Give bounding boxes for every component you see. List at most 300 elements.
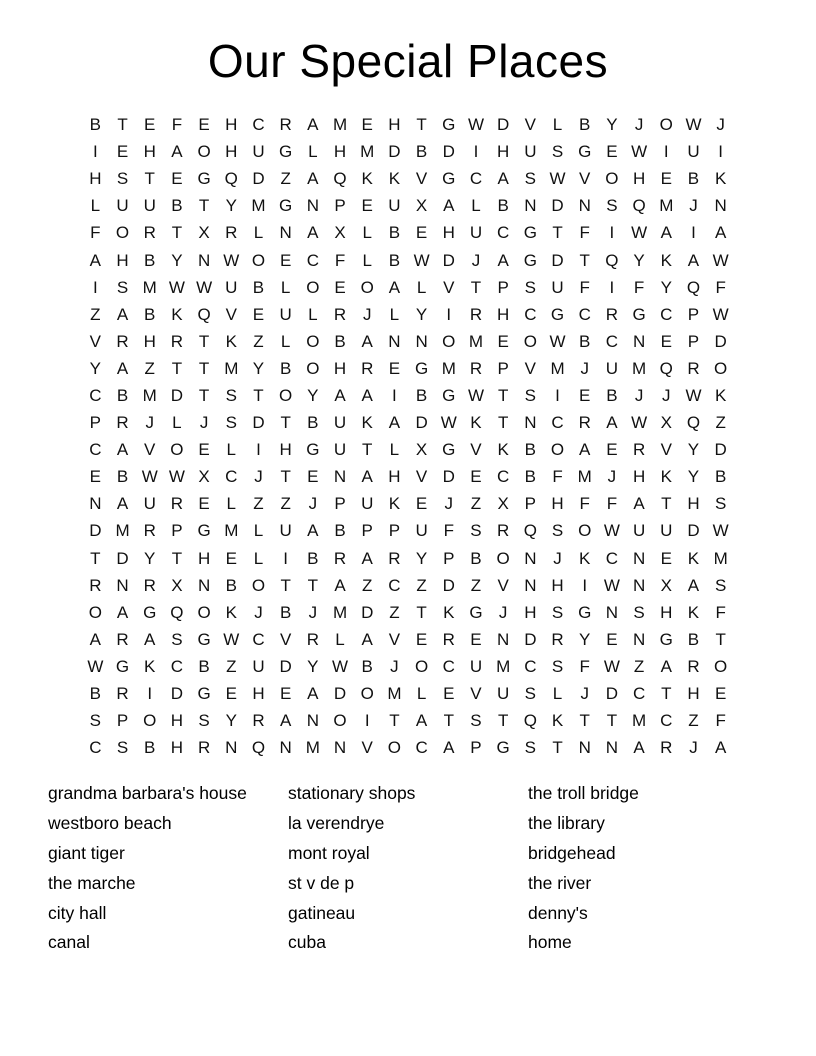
grid-letter: H <box>170 738 184 758</box>
grid-letter: I <box>555 385 560 405</box>
grid-letter: N <box>306 711 319 731</box>
grid-letter: C <box>442 656 455 676</box>
grid-letter: O <box>550 440 565 460</box>
word-item: the marche <box>48 872 136 893</box>
grid-letter: I <box>663 142 669 162</box>
grid-letter: U <box>252 142 265 162</box>
grid-letter: C <box>170 656 184 676</box>
grid-letter: R <box>143 521 156 541</box>
grid-letter: J <box>634 385 644 405</box>
grid-letter: V <box>524 115 537 135</box>
grid-letter: J <box>580 358 589 378</box>
grid-letter: T <box>117 115 128 135</box>
grid-letter: N <box>632 575 646 595</box>
grid-letter: U <box>225 277 238 297</box>
grid-letter: D <box>361 602 374 622</box>
word-item: denny's <box>528 902 588 923</box>
grid-letter: T <box>497 385 509 405</box>
grid-letter: H <box>116 250 129 270</box>
grid-letter: E <box>470 467 482 487</box>
grid-letter: H <box>279 440 292 460</box>
grid-letter: P <box>470 738 482 758</box>
grid-letter: A <box>443 196 455 216</box>
grid-letter: J <box>634 115 644 135</box>
grid-letter: E <box>660 548 672 568</box>
grid-letter: P <box>334 196 346 216</box>
grid-letter: I <box>609 223 615 243</box>
word-item: home <box>528 932 572 953</box>
grid-letter: W <box>603 656 620 676</box>
grid-letter: N <box>497 629 510 649</box>
grid-letter: U <box>632 521 646 541</box>
grid-letter: M <box>115 521 130 541</box>
grid-letter: W <box>549 169 566 189</box>
grid-letter: J <box>553 548 562 568</box>
grid-letter: Y <box>225 196 237 216</box>
grid-letter: O <box>360 684 374 704</box>
grid-letter: C <box>388 575 401 595</box>
grid-letter: Q <box>197 304 211 324</box>
word-item: giant tiger <box>48 842 125 863</box>
grid-letter: N <box>578 196 591 216</box>
grid-letter: A <box>89 250 102 270</box>
grid-letter: C <box>632 684 646 704</box>
grid-letter: A <box>714 223 727 243</box>
grid-letter: K <box>388 494 401 514</box>
grid-letter: T <box>90 548 101 568</box>
grid-letter: P <box>89 413 102 433</box>
grid-letter: O <box>496 548 510 568</box>
grid-letter: B <box>307 413 319 433</box>
grid-letter: N <box>524 575 537 595</box>
word-item: cuba <box>288 932 326 953</box>
word-item: mont royal <box>288 842 370 863</box>
grid-letter: R <box>279 115 292 135</box>
grid-letter: R <box>89 575 102 595</box>
grid-letter: R <box>497 521 510 541</box>
grid-letter: S <box>524 169 537 189</box>
grid-letter: T <box>198 358 210 378</box>
grid-letter: N <box>578 738 591 758</box>
grid-letter: D <box>605 684 619 704</box>
grid-letter: V <box>660 440 672 460</box>
grid-letter: U <box>361 494 374 514</box>
grid-letter: N <box>279 223 292 243</box>
grid-letter: N <box>714 196 727 216</box>
grid-letter: S <box>714 575 727 595</box>
grid-letter: M <box>577 467 592 487</box>
word-item: grandma barbara's house <box>48 783 247 804</box>
grid-letter: U <box>143 196 156 216</box>
grid-letter: O <box>115 223 130 243</box>
grid-letter: V <box>470 440 482 460</box>
grid-letter: O <box>306 331 320 351</box>
grid-letter: R <box>252 711 265 731</box>
grid-letter: B <box>579 331 591 351</box>
grid-letter: B <box>144 738 156 758</box>
grid-letter: Y <box>633 250 645 270</box>
grid-letter: P <box>171 521 183 541</box>
grid-letter: R <box>333 548 347 568</box>
grid-letter: L <box>172 413 182 433</box>
grid-letter: N <box>306 196 319 216</box>
grid-letter: C <box>415 738 428 758</box>
grid-letter: H <box>551 494 564 514</box>
grid-letter: C <box>225 467 238 487</box>
grid-letter: T <box>307 575 319 595</box>
grid-letter: I <box>283 548 289 568</box>
grid-letter: T <box>416 602 427 622</box>
grid-letter: O <box>714 358 728 378</box>
grid-letter: A <box>388 413 401 433</box>
grid-letter: A <box>497 250 509 270</box>
grid-letter: B <box>334 521 346 541</box>
grid-letter: R <box>469 304 483 324</box>
grid-letter: K <box>171 304 183 324</box>
grid-letter: S <box>470 711 482 731</box>
grid-letter: T <box>144 169 155 189</box>
grid-letter: Z <box>90 304 101 324</box>
grid-letter: G <box>523 250 537 270</box>
grid-letter: D <box>170 684 184 704</box>
word-item: canal <box>48 932 90 953</box>
grid-letter: G <box>578 602 592 622</box>
grid-letter: V <box>225 304 237 324</box>
grid-letter: O <box>414 656 429 676</box>
grid-letter: M <box>251 196 266 216</box>
grid-letter: D <box>687 521 700 541</box>
grid-letter: A <box>361 629 373 649</box>
word-item: the river <box>528 872 592 893</box>
grid-letter: H <box>89 169 102 189</box>
grid-letter: A <box>171 142 183 162</box>
grid-letter: J <box>199 413 209 433</box>
grid-letter: B <box>606 385 618 405</box>
grid-letter: I <box>147 684 153 704</box>
grid-letter: W <box>712 521 729 541</box>
grid-letter: V <box>579 169 591 189</box>
grid-letter: A <box>443 738 455 758</box>
grid-letter: M <box>550 358 565 378</box>
grid-letter: K <box>361 413 373 433</box>
grid-letter: J <box>580 684 589 704</box>
grid-letter: N <box>605 738 619 758</box>
grid-letter: S <box>171 629 183 649</box>
grid-letter: J <box>498 602 508 622</box>
grid-letter: W <box>440 413 457 433</box>
grid-letter: U <box>524 142 537 162</box>
grid-letter: L <box>253 223 264 243</box>
grid-letter: S <box>116 169 129 189</box>
grid-letter: A <box>116 602 129 622</box>
grid-letter: U <box>388 196 401 216</box>
grid-letter: E <box>606 142 618 162</box>
grid-letter: P <box>687 304 700 324</box>
grid-letter: A <box>633 494 645 514</box>
grid-letter: A <box>687 250 700 270</box>
grid-letter: U <box>143 494 156 514</box>
grid-letter: B <box>279 358 292 378</box>
grid-letter: K <box>660 250 672 270</box>
grid-letter: K <box>687 548 700 568</box>
grid-letter: G <box>115 656 130 676</box>
grid-letter: O <box>197 602 211 622</box>
grid-letter: Z <box>688 711 699 731</box>
grid-letter: R <box>687 358 700 378</box>
grid-letter: L <box>280 277 291 297</box>
grid-letter: A <box>660 223 672 243</box>
grid-letter: O <box>306 277 320 297</box>
grid-letter: N <box>279 738 292 758</box>
grid-letter: M <box>360 142 375 162</box>
grid-letter: K <box>388 169 401 189</box>
grid-letter: E <box>279 250 292 270</box>
grid-letter: N <box>524 413 537 433</box>
grid-letter: C <box>89 440 102 460</box>
grid-letter: D <box>442 575 455 595</box>
grid-letter: W <box>223 629 240 649</box>
grid-letter: P <box>388 521 401 541</box>
grid-letter: B <box>116 385 129 405</box>
grid-letter: G <box>632 304 646 324</box>
grid-letter: B <box>334 331 346 351</box>
grid-letter: Y <box>307 656 319 676</box>
grid-letter: O <box>251 250 266 270</box>
grid-letter: L <box>253 521 264 541</box>
grid-letter: O <box>442 331 456 351</box>
grid-letter: A <box>307 223 319 243</box>
grid-letter: T <box>280 413 291 433</box>
grid-letter: A <box>307 684 319 704</box>
word-item: westboro beach <box>48 813 172 834</box>
grid-letter: B <box>579 115 591 135</box>
grid-letter: C <box>89 385 102 405</box>
grid-letter: F <box>334 250 346 270</box>
grid-letter: B <box>470 548 482 568</box>
grid-letter: L <box>552 684 563 704</box>
grid-letter: C <box>605 548 619 568</box>
grid-letter: H <box>660 602 673 622</box>
grid-letter: A <box>361 385 373 405</box>
grid-letter: K <box>225 602 237 622</box>
grid-letter: T <box>198 331 210 351</box>
grid-letter: F <box>579 494 590 514</box>
grid-letter: A <box>579 440 591 460</box>
grid-letter: A <box>144 629 156 649</box>
grid-letter: G <box>414 358 429 378</box>
grid-letter: L <box>389 440 400 460</box>
grid-letter: D <box>89 521 102 541</box>
grid-letter: U <box>469 223 483 243</box>
grid-letter: A <box>334 575 346 595</box>
grid-letter: E <box>279 684 292 704</box>
grid-letter: I <box>446 304 452 324</box>
grid-letter: S <box>551 521 564 541</box>
grid-letter: O <box>88 602 102 622</box>
word-item: bridgehead <box>528 842 616 863</box>
grid-letter: E <box>660 331 672 351</box>
grid-letter: K <box>714 385 727 405</box>
grid-letter: T <box>579 250 590 270</box>
grid-letter: R <box>306 629 319 649</box>
grid-letter: P <box>361 521 373 541</box>
grid-letter: W <box>467 385 484 405</box>
grid-letter: H <box>687 494 700 514</box>
grid-letter: R <box>143 575 156 595</box>
grid-letter: N <box>524 548 537 568</box>
grid-letter: B <box>524 467 537 487</box>
grid-letter: Y <box>144 548 156 568</box>
word-item: la verendrye <box>288 813 385 834</box>
grid-letter: H <box>551 575 564 595</box>
grid-letter: V <box>144 440 156 460</box>
grid-letter: W <box>87 656 104 676</box>
grid-letter: S <box>714 494 727 514</box>
grid-letter: T <box>579 711 590 731</box>
grid-letter: I <box>92 277 98 297</box>
grid-letter: L <box>280 331 291 351</box>
grid-letter: X <box>198 467 210 487</box>
grid-letter: D <box>524 629 537 649</box>
grid-letter: O <box>333 711 347 731</box>
grid-letter: K <box>361 169 373 189</box>
grid-letter: T <box>661 494 672 514</box>
grid-letter: E <box>334 277 346 297</box>
grid-letter: E <box>198 494 210 514</box>
grid-letter: Y <box>307 385 319 405</box>
grid-letter: M <box>632 711 647 731</box>
grid-letter: S <box>524 738 537 758</box>
grid-letter: P <box>334 494 346 514</box>
grid-letter: S <box>225 413 237 433</box>
grid-letter: S <box>198 711 210 731</box>
grid-letter: Q <box>251 738 266 758</box>
grid-letter: E <box>415 629 428 649</box>
grid-letter: A <box>388 277 401 297</box>
grid-letter: V <box>279 629 292 649</box>
grid-letter: R <box>388 548 401 568</box>
grid-letter: R <box>469 358 483 378</box>
grid-letter: E <box>361 196 373 216</box>
grid-letter: N <box>605 602 619 622</box>
grid-letter: U <box>660 521 673 541</box>
grid-letter: T <box>280 467 291 487</box>
grid-letter: E <box>388 358 401 378</box>
grid-letter: I <box>718 142 724 162</box>
grid-letter: B <box>687 629 700 649</box>
grid-letter: D <box>497 115 510 135</box>
grid-letter: B <box>524 440 537 460</box>
grid-letter: R <box>333 304 347 324</box>
grid-letter: C <box>660 711 673 731</box>
grid-letter: Z <box>253 331 264 351</box>
grid-letter: N <box>632 548 646 568</box>
grid-letter: Z <box>253 494 264 514</box>
grid-letter: C <box>551 413 564 433</box>
grid-letter: J <box>444 494 454 514</box>
grid-letter: Y <box>89 358 102 378</box>
grid-letter: O <box>387 738 402 758</box>
grid-letter: T <box>171 223 183 243</box>
grid-letter: J <box>254 602 263 622</box>
grid-letter: J <box>390 656 399 676</box>
grid-letter: I <box>256 440 261 460</box>
word-item: stationary shops <box>288 783 416 804</box>
grid-letter: H <box>497 142 510 162</box>
grid-letter: K <box>714 169 727 189</box>
grid-letter: M <box>142 277 157 297</box>
grid-letter: S <box>116 277 129 297</box>
grid-letter: L <box>471 196 481 216</box>
grid-letter: G <box>523 223 537 243</box>
grid-letter: Y <box>171 250 183 270</box>
grid-letter: T <box>715 629 726 649</box>
grid-letter: E <box>89 467 102 487</box>
grid-letter: N <box>632 331 646 351</box>
grid-letter: H <box>252 684 265 704</box>
grid-letter: R <box>116 331 129 351</box>
grid-letter: T <box>443 711 454 731</box>
grid-letter: E <box>714 684 727 704</box>
grid-letter: D <box>714 440 727 460</box>
grid-letter: Z <box>633 656 645 676</box>
grid-letter: E <box>116 142 129 162</box>
grid-letter: C <box>524 656 537 676</box>
grid-letter: M <box>224 521 239 541</box>
grid-letter: C <box>497 223 510 243</box>
grid-letter: W <box>168 277 185 297</box>
grid-letter: W <box>196 277 213 297</box>
grid-letter: B <box>361 656 373 676</box>
grid-letter: G <box>469 602 483 622</box>
grid-letter: T <box>497 711 509 731</box>
grid-letter: V <box>89 331 102 351</box>
grid-letter: W <box>141 467 158 487</box>
grid-letter: H <box>442 223 455 243</box>
grid-letter: C <box>89 738 102 758</box>
grid-letter: B <box>415 385 428 405</box>
grid-letter: C <box>660 304 673 324</box>
grid-letter: C <box>578 304 591 324</box>
grid-letter: E <box>171 169 183 189</box>
grid-letter: N <box>415 331 428 351</box>
grid-letter: A <box>116 358 129 378</box>
grid-letter: A <box>307 115 319 135</box>
grid-letter: C <box>605 331 619 351</box>
grid-letter: E <box>252 304 265 324</box>
word-list <box>48 779 778 958</box>
grid-letter: L <box>308 304 318 324</box>
grid-letter: M <box>632 358 647 378</box>
grid-letter: S <box>524 385 537 405</box>
grid-letter: S <box>89 711 102 731</box>
grid-letter: W <box>332 656 349 676</box>
grid-letter: W <box>631 142 648 162</box>
grid-letter: S <box>524 684 537 704</box>
grid-letter: Z <box>280 169 291 189</box>
grid-letter: B <box>252 277 265 297</box>
grid-letter: V <box>415 169 428 189</box>
grid-letter: S <box>551 142 564 162</box>
grid-letter: Q <box>632 196 646 216</box>
grid-letter: U <box>551 277 564 297</box>
grid-letter: O <box>251 575 266 595</box>
grid-letter: I <box>473 142 479 162</box>
grid-letter: R <box>116 629 129 649</box>
grid-letter: T <box>362 440 373 460</box>
grid-letter: L <box>362 223 372 243</box>
grid-letter: A <box>606 413 618 433</box>
